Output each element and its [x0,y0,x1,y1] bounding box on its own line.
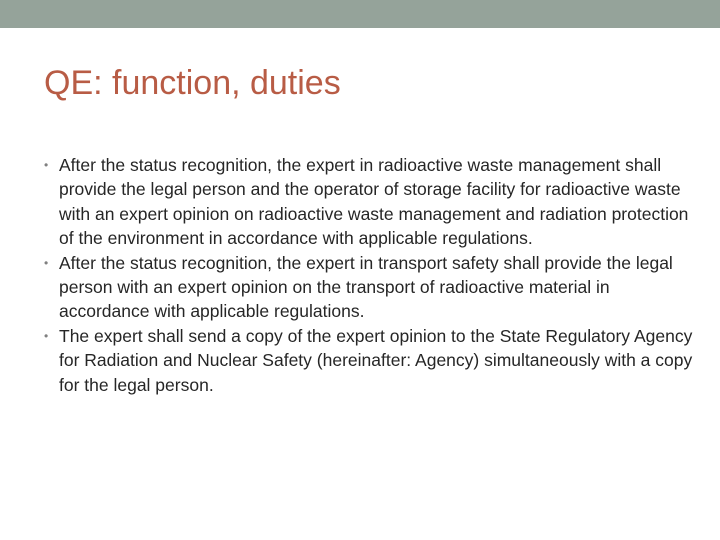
bullet-marker-icon: • [44,255,49,270]
bullet-item [44,324,694,397]
bullet-list [44,153,694,397]
bullet-marker-icon: • [44,158,49,172]
bullet-text: After the status recognition, the expert in radioactive waste management shall provide the legal person and the operator of storage facility for radioactive waste with an expert opinion on radioactive waste management and radiation protection of the environment in accordance with applicable regulations. [59,155,689,249]
bullet-text: The expert shall send a copy of the expert opinion to the State Regulatory Agency for Radiation and Nuclear Safety (hereinafter: Agency) simultaneously with a copy for the legal person. [59,325,693,395]
bullet-text: After the status recognition, the expert in transport safety shall provide the legal person with an expert opinion on the transport of radioactive material in accordance with applicable regulations. [59,252,673,322]
bullet-item [44,251,694,324]
slide-title: QE: function, duties [44,64,341,102]
bullet-marker-icon: • [44,328,49,343]
top-accent-bar [0,0,720,28]
bullet-item [44,153,694,251]
